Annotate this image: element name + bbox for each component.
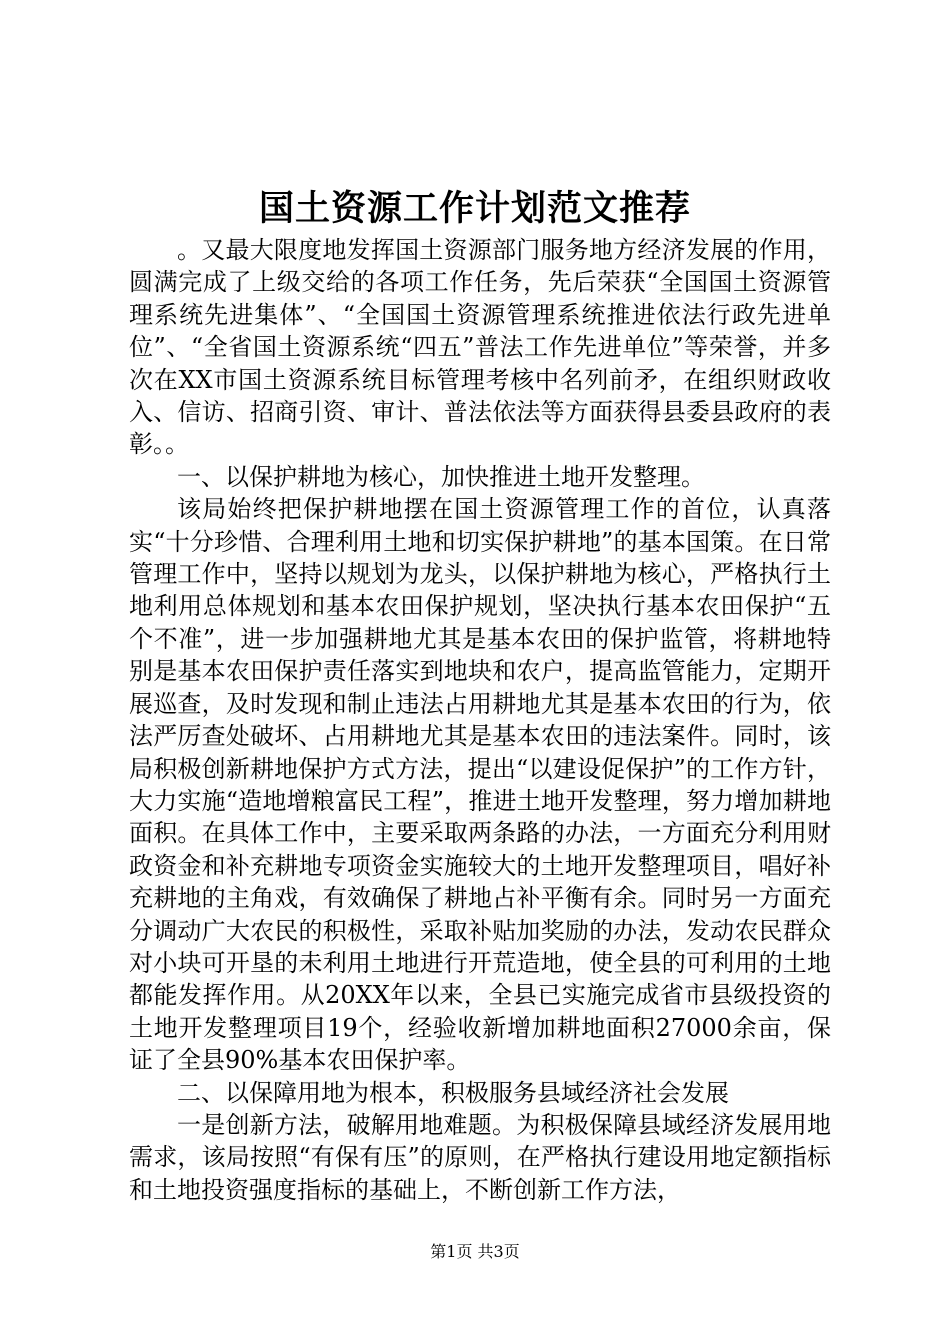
section-heading-1: 一、以保护耕地为核心，加快推进土地开发整理。 <box>177 462 705 491</box>
paragraph-intro: 。又最大限度地发挥国土资源部门服务地方经济发展的作用，圆满完成了上级交给的各项工作任务，先后荣获“全国国土资源管理系统先进集体”、“全国国土资源管理系统推进依法行政先进单位”、“全省国土资源系统“四五”普法工作先进单位”等荣誉，并多次在XX市国土资源系统目标管理考核中名列前矛，在组织财政收入、信访、招商引资、审计、普法依法等方面获得县委县政府的表彰。。 <box>129 236 831 459</box>
page-footer: 第1页 共3页 <box>430 1242 520 1261</box>
document-title: 国土资源工作计划范文推荐 <box>258 188 691 229</box>
document-body <box>129 234 831 1206</box>
section-heading-2: 二、以保障用地为根本，积极服务县域经济社会发展 <box>177 1078 729 1107</box>
paragraph-innovation: 一是创新方法，破解用地难题。为积极保障县域经济发展用地需求，该局按照“有保有压”的原则，在严格执行建设用地定额指标和土地投资强度指标的基础上，不断创新工作方法， <box>129 1110 831 1204</box>
paragraph-farmland-protection: 该局始终把保护耕地摆在国土资源管理工作的首位，认真落实“十分珍惜、合理利用土地和切实保护耕地”的基本国策。在日常管理工作中，坚持以规划为龙头，以保护耕地为核心，严格执行土地利用总体规划和基本农田保护规划，坚决执行基本农田保护“五个不准”，进一步加强耕地尤其是基本农田的保护监管，将耕地特别是基本农田保护责任落实到地块和农户，提高监管能力，定期开展巡查，及时发现和制止违法占用耕地尤其是基本农田的行为，依法严厉查处破坏、占用耕地尤其是基本农田的违法案件。同时，该局积极创新耕地保护方式方法，提出“以建设促保护”的工作方针，大力实施“造地增粮富民工程”，推进土地开发整理，努力增加耕地面积。在具体工作中，主要采取两条路的办法，一方面充分利用财政资金和补充耕地专项资金实施较大的土地开发整理项目，唱好补充耕地的主角戏，有效确保了耕地占补平衡有余。同时另一方面充分调动广大农民的积极性，采取补贴加奖励的办法，发动农民群众对小块可开垦的未利用土地进行开荒造地，使全县的可利用的土地都能发挥作用。从20XX年以来，全县已实施完成省市县级投资的土地开发整理项目19个，经验收新增加耕地面积27000余亩，保证了全县90%基本农田保护率。 <box>129 495 831 1075</box>
